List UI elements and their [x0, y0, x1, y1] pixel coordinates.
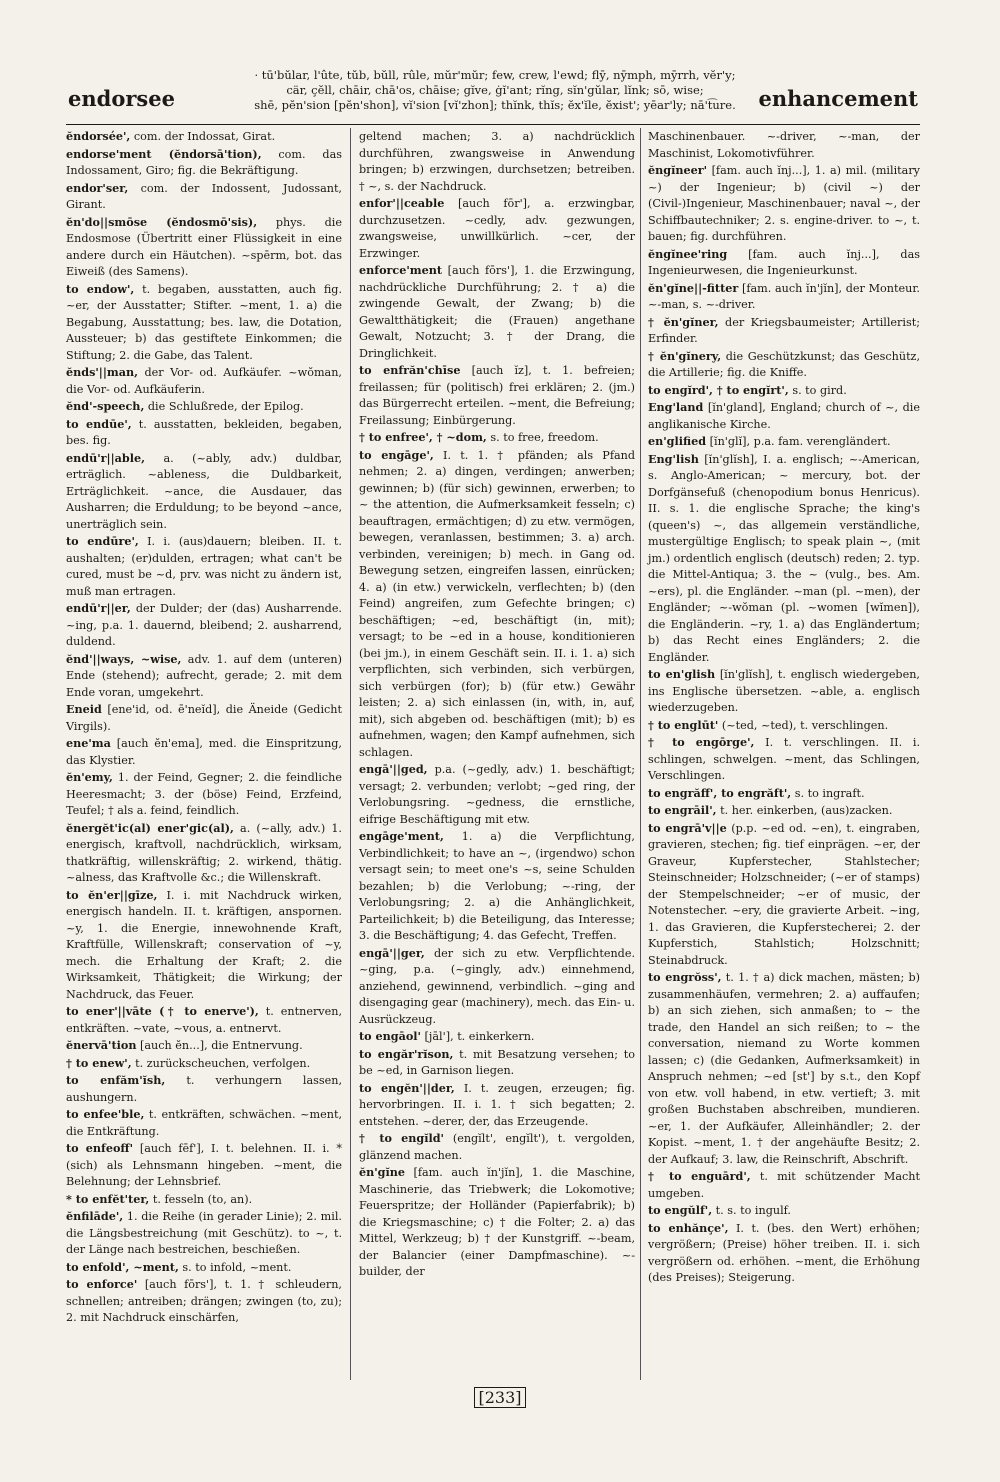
- entry-definition: geltend machen; 3. a) nachdrücklich durchführen, zwangsweise in Anwendung bringen; b) erzwingen, durchsetzen; betreiben. † ~, s. der Nachdruck.: [359, 130, 635, 193]
- entry-definition: [auch ĭz], t. 1. befreien; freilassen; für (politisch) frei erklären; 2. (jm.) das Bürgerrecht erteilen. ~ment, die Befreiung; Freilassung; Einbürgerung.: [359, 364, 635, 427]
- dictionary-entry: [648, 1202, 920, 1220]
- dictionary-entry: [66, 128, 342, 146]
- dictionary-entry: [648, 348, 920, 382]
- dictionary-entry: [648, 451, 920, 667]
- entry-headword: Eng'land: [648, 400, 704, 414]
- dictionary-entry: [66, 146, 342, 180]
- entry-definition: die Geschützkunst; das Geschütz, die Artillerie; fig. die Kniffe.: [648, 349, 921, 379]
- entry-headword: endorse'ment (ĕndorsā'tion),: [66, 146, 262, 161]
- column-1: [66, 128, 342, 1327]
- dictionary-entry: [66, 1037, 342, 1055]
- dictionary-entry: [66, 1072, 342, 1106]
- entry-headword: engāge'ment,: [359, 829, 444, 843]
- dictionary-entry: [359, 262, 635, 362]
- entry-definition: t. mit Besatzung versehen; to be ~ed, in Garnison liegen.: [359, 1047, 635, 1077]
- entry-headword: ĕnfilāde',: [66, 1209, 124, 1223]
- dictionary-entry: [648, 666, 920, 717]
- entry-definition: t. mit schützender Macht umgeben.: [648, 1170, 920, 1200]
- entry-headword: ĕn'gĭne: [359, 1165, 406, 1179]
- entry-headword: to enhănçe',: [648, 1220, 729, 1235]
- entry-headword: to engrŏss',: [648, 970, 722, 984]
- entry-headword: to engĭrd', † to engĭrt',: [648, 382, 789, 397]
- entry-headword: ĕnd'||ways, ~wise,: [66, 651, 182, 666]
- dictionary-entry: [648, 314, 920, 348]
- entry-headword: to enfăm'ĭsh,: [66, 1073, 166, 1087]
- entry-definition: [auch ĕn...], die Entnervung.: [136, 1039, 303, 1052]
- entry-definition: [ĭn'glĭsh], t. englisch wiedergeben, ins Englische übersetzen. ~able, a. englisch wiederzugeben.: [648, 668, 920, 714]
- dictionary-entry: [648, 1168, 920, 1202]
- dictionary-entry: [359, 128, 635, 195]
- entry-definition: t. entnerven, entkräften. ~vate, ~vous, a. entnervt.: [66, 1005, 342, 1035]
- entry-headword: to enforce': [66, 1277, 138, 1291]
- entry-headword: † to enguārd',: [648, 1169, 751, 1183]
- entry-headword: engā'||ger,: [359, 945, 425, 960]
- dictionary-entry: [359, 945, 635, 1029]
- dictionary-entry: [66, 281, 342, 365]
- entry-definition: I. i. (aus)dauern; bleiben. II. t. aushalten; (er)dulden, ertragen; what can't be cured, must be ~d, prv. was nicht zu ändern ist, muß man ertragen.: [66, 535, 342, 598]
- entry-headword: to endow',: [66, 281, 135, 296]
- entry-definition: [fam. auch ĭn'jĭn], 1. die Maschine, Maschinerie, das Triebwerk; die Lokomotive; Feuerspritze; der Holländer (Papierfabrik); b) die Kriegsmaschine; c) † die Folter; 2. a) das Mittel, Werkzeug; b) † der Kunstgriff. ~-beam, der Balancier (einer Dampfmaschine). ~-builder, der: [359, 1166, 635, 1278]
- dictionary-entry: [66, 651, 342, 702]
- dictionary-entry: [66, 1191, 342, 1209]
- page-number-text: [233]: [474, 1387, 525, 1408]
- entry-definition: I. t. zeugen, erzeugen; fig. hervorbringen. II. i. 1. † sich begatten; 2. entstehen. ~derer, der, das Erzeugende.: [359, 1081, 635, 1128]
- entry-headword: ĕndorsée',: [66, 129, 131, 143]
- entry-definition: (~ted, ~ted), t. verschlingen.: [718, 718, 889, 732]
- entry-definition: die Schlußrede, der Epilog.: [144, 400, 304, 413]
- entry-headword: ĕngĭnee'ring: [648, 246, 728, 261]
- entry-headword: † to enew',: [66, 1055, 132, 1070]
- dictionary-entry: [66, 364, 342, 398]
- dictionary-entry: [359, 828, 635, 945]
- entry-headword: to enfee'ble,: [66, 1107, 145, 1121]
- entry-definition: [ĭn'glĭsh], I. a. englisch; ~-American, s. Anglo-American; ~ mercury, bot. der Dorfgänsefuß (chenopodium bonus Henricus). II. s. 1. die englische Sprache; the king's (queen's) ~, das allgemein verständliche, mustergültige Englisch; to speak plain ~, (mit jm.) ordentlich englisch (deutsch) reden; 2. typ. die Mittel-Antiqua; 3. the ~ (vulg., bes. Am. ~ers), pl. die Engländer. ~man (pl. ~men), der Engländer; ~-wŏman (pl. ~women [wĭmen]), die Engländerin. ~ry, 1. a) das Engländertum; b) das Recht eines Engländers; 2. die Engländer.: [648, 452, 920, 664]
- dictionary-entry: [66, 1208, 342, 1259]
- dictionary-entry: [648, 433, 920, 451]
- dictionary-entry: [648, 734, 920, 785]
- right-guide-word: enhancement: [758, 86, 918, 111]
- dictionary-entry: [359, 761, 635, 828]
- entry-headword: to enfold', ~ment,: [66, 1259, 179, 1274]
- dictionary-entry: [359, 1028, 635, 1046]
- entry-headword: to engāol': [359, 1029, 421, 1043]
- entry-headword: ĕnds'||man,: [66, 365, 139, 379]
- entry-definition: phys. die Endosmose (Übertritt einer Flüssigkeit in eine andere durch ein Häutchen). ~spērm, bot. das Eiweiß (des Samens).: [66, 215, 342, 278]
- header-rule: [66, 124, 920, 125]
- entry-headword: † ĕn'gĭner,: [648, 314, 719, 329]
- entry-definition: 1. der Feind, Gegner; 2. die feindliche Heeresmacht; 3. der (böse) Feind, Erzfeind, Teufel; † als a. feind, feindlich.: [66, 771, 342, 817]
- entry-headword: to engŭlf',: [648, 1203, 713, 1217]
- dictionary-entry: [359, 447, 635, 762]
- entry-definition: [ĭn'gland], England; church of ~, die anglikanische Kirche.: [648, 401, 920, 431]
- entry-definition: t. s. to ingulf.: [712, 1204, 791, 1217]
- dictionary-entry: [648, 969, 920, 1168]
- entry-headword: to ĕn'er||gīze,: [66, 887, 158, 902]
- entry-headword: enfor'||ceable: [359, 196, 445, 210]
- dictionary-entry: [648, 1220, 920, 1287]
- entry-headword: to ener'||vāte († to enerve'),: [66, 1004, 259, 1018]
- pronunciation-key-line-3: shē, pĕn'sion [pĕn'shon], vĭ'sion [vĭ'zhon]; thĭnk, thĭs; ĕx'ĭle, ĕxist'; yēar'ly; nā't͡ure.: [254, 98, 736, 112]
- entry-definition: t. her. einkerben, (aus)zacken.: [716, 804, 893, 817]
- entry-definition: t. fesseln (to, an).: [149, 1192, 253, 1206]
- column-divider-1: [350, 128, 351, 1380]
- entry-headword: to enfeoff': [66, 1141, 134, 1155]
- entry-headword: endū'r||able,: [66, 450, 146, 465]
- entry-headword: en'glified: [648, 434, 707, 448]
- pronunciation-key-line-2: cär, çĕll, chāir, chā'os, chāise; gĭve, ġĭ'ant; rĭng, sĭn'gŭlar, lĭnk; sō, wise;: [286, 83, 704, 97]
- dictionary-entry: [66, 1055, 342, 1073]
- dictionary-entry: [359, 1080, 635, 1131]
- entry-definition: [auch fōrs'], 1. die Erzwingung, nachdrückliche Durchführung; 2. † a) die zwingende Gewalt, der Zwang; b) die Gewaltthätigkeit; die (Frauen) angethane Gewalt, Notzucht; 3. † der Drang, die Dringlichkeit.: [359, 264, 635, 360]
- dictionary-entry: [66, 1003, 342, 1037]
- dictionary-entry: [359, 1046, 635, 1080]
- entry-headword: Eneid: [66, 702, 102, 716]
- column-2: [359, 128, 635, 1281]
- dictionary-entry: [648, 820, 920, 970]
- entry-headword: † ĕn'gĭnery,: [648, 348, 722, 363]
- entry-definition: com. der Indossat, Girat.: [130, 130, 276, 143]
- entry-definition: [ene'id, od. ē'neĭd], die Äneide (Gedicht Virgils).: [66, 703, 342, 733]
- entry-headword: ĕn'gĭne||-fitter: [648, 280, 739, 295]
- entry-definition: (engĭlt', engĭlt'), t. vergolden, glänzend machen.: [359, 1132, 636, 1162]
- dictionary-entry: [359, 195, 635, 262]
- entry-headword: † to englūt': [648, 717, 719, 732]
- entry-definition: t. ausstatten, bekleiden, begaben, bes. fig.: [66, 417, 343, 447]
- entry-headword: endū'r||er,: [66, 601, 131, 615]
- dictionary-entry: [648, 162, 920, 246]
- entry-headword: ĕngĭneer': [648, 163, 708, 177]
- entry-headword: Eng'lish: [648, 451, 699, 466]
- dictionary-entry: [66, 1276, 342, 1327]
- entry-headword: ĕn'emy,: [66, 770, 113, 784]
- entry-definition: s. to free, freedom.: [486, 431, 599, 444]
- entry-definition: [fam. auch ĭn'jĭn], der Monteur. ~-man, s. ~-driver.: [648, 281, 920, 311]
- entry-definition: s. to infold, ~ment.: [178, 1260, 292, 1274]
- dictionary-entry: [66, 887, 342, 1004]
- entry-definition: [auch fōr'], a. erzwingbar, durchzusetzen. ~cedly, adv. gezwungen, zwangsweise, unwillkürlich. ~cer, der Erzwinger.: [359, 197, 635, 260]
- entry-definition: t. begaben, ausstatten, auch fig. ~er, der Ausstatter; Stifter. ~ment, 1. a) die Begabung, Ausstattung; bes. law, die Dotation, Aussteuer; b) das gestiftete Einkommen; die Stiftung; 2. die Gabe, das Talent.: [66, 282, 342, 362]
- dictionary-entry: [359, 1164, 635, 1281]
- entry-headword: to engĕn'||der,: [359, 1080, 455, 1095]
- dictionary-entry: [66, 398, 342, 416]
- dictionary-entry: [66, 1106, 342, 1140]
- dictionary-entry: [66, 214, 342, 281]
- dictionary-entry: [66, 1259, 342, 1277]
- entry-definition: t. 1. † a) dick machen, mästen; b) zusammenhäufen, vermehren; 2. a) auffaufen; b) an sich ziehen, sich anmaßen; to ~ the trade, den Handel an sich reißen; to ~ the conversation, niemand zu Worte kommen lassen; c) (die Gedanken, Aufmerksamkeit) in Anspruch nehmen; ~ed [st'] by s.t., den Kopf von etw. voll habend, in etw. vertieft; 3. mit großen Buchstaben abschreiben, mundieren. ~er, 1. der Aufkäufer, Alleinhändler; 2. der Kopist. ~ment, 1. † der angehäufte Besitz; 2. der Aufkauf; 3. law, die Reinschrift, Abschrift.: [648, 971, 921, 1166]
- entry-definition: s. to ingraft.: [791, 786, 865, 800]
- left-guide-word: endorsee: [68, 86, 175, 111]
- dictionary-entry: [66, 1140, 342, 1191]
- dictionary-entry: [359, 1130, 635, 1164]
- entry-headword: ĕnd'-speech,: [66, 399, 145, 413]
- entry-definition: (p.p. ~ed od. ~en), t. eingraben, gravieren, stechen; fig. tief einprägen. ~er, der Graveur, Kupferstecher, Stahlstecher; Steinschneider; Holzschneider; (~er of stamps) der Stempelschneider; ~er of music, der Notenstecher. ~ery, die gravierte Arbeit. ~ing, 1. das Gravieren, die Kupferstecherei; 2. der Kupferstich, Stahlstich; Holzschnitt; Steinabdruck.: [648, 821, 920, 967]
- page-number: [0, 1388, 1000, 1407]
- entry-definition: adv. 1. auf dem (unteren) Ende (stehend); aufrecht, gerade; 2. mit dem Ende voran, umgekehrt.: [66, 652, 342, 699]
- entry-definition: 1. die Reihe (in gerader Linie); 2. mil. die Längsbestreichung (mit Geschütz). to ~, t. der Länge nach bestreichen, beschießen.: [66, 1210, 342, 1256]
- entry-definition: a. (~ably, adv.) duldbar, erträglich. ~ableness, die Duldbarkeit, Erträglichkeit. ~ance, die Ausdauer, das Ausharren; die Erduldung; to be beyond ~ance, unerträglich sein.: [66, 451, 342, 531]
- dictionary-entry: [648, 717, 920, 735]
- entry-definition: der Vor- od. Aufkäufer. ~wŏman, die Vor- od. Aufkäuferin.: [66, 366, 342, 396]
- pronunciation-key: [200, 68, 790, 113]
- entry-headword: † to engōrge',: [648, 735, 755, 749]
- entry-definition: a. (~ally, adv.) 1. energisch, kraftvoll, nachdrücklich, wirksam, thatkräftig, willenskräftig; 2. wirkend, thätig. ~alness, das Kraftvolle &c.; die Willenskraft.: [66, 821, 342, 884]
- dictionary-entry: [66, 820, 342, 887]
- entry-headword: to enfrăn'chīse: [359, 363, 461, 377]
- dictionary-entry: [66, 600, 342, 651]
- entry-headword: * to enfĕt'ter,: [66, 1191, 150, 1206]
- entry-headword: ĕnergĕt'ic(al) ener'gic(al),: [66, 820, 234, 835]
- entry-definition: com. das Indossament, Giro; fig. die Bekräftigung.: [66, 147, 342, 177]
- entry-definition: [auch fēf'], I. t. belehnen. II. i. * (sich) als Lehnsmann hingeben. ~ment, die Belehnung; der Lehnsbrief.: [66, 1142, 342, 1188]
- entry-definition: com. der Indossent, Judossant, Girant.: [66, 181, 342, 211]
- dictionary-entry: [648, 246, 920, 280]
- entry-definition: [auch fōrs'], t. 1. † schleudern, schnellen; antreiben; drängen; zwingen (to, zu); 2. mit Nachdruck einschärfen,: [66, 1278, 342, 1324]
- entry-headword: engā'||ged,: [359, 762, 428, 776]
- entry-definition: der Kriegsbaumeister; Artillerist; Erfinder.: [648, 315, 920, 345]
- dictionary-entry: [66, 769, 342, 820]
- entry-definition: s. to gird.: [788, 383, 847, 397]
- entry-headword: ene'ma: [66, 736, 111, 750]
- entry-definition: t. zurückscheuchen, verfolgen.: [131, 1056, 311, 1070]
- dictionary-entry: [66, 450, 342, 534]
- dictionary-entry: [648, 280, 920, 314]
- entry-definition: I. t. verschlingen. II. i. schlingen, schwelgen. ~ment, das Schlingen, Verschlingen.: [648, 736, 920, 782]
- entry-definition: [jāl'], t. einkerkern.: [421, 1030, 535, 1043]
- entry-definition: der sich zu etw. Verpflichtende. ~ging, p.a. (~gingly, adv.) einnehmend, anziehend, gewinnend, verbindlich. ~ging and disengaging gear (machinery), mech. das Ein- u. Ausrückzeug.: [359, 946, 635, 1026]
- entry-headword: to engrā'v||e: [648, 820, 727, 835]
- entry-definition: Maschinenbauer. ~-driver, ~-man, der Maschinist, Lokomotivführer.: [648, 130, 920, 160]
- entry-headword: enforce'ment: [359, 263, 443, 277]
- dictionary-entry: [66, 416, 342, 450]
- entry-definition: [fam. auch ĭnj...], das Ingenieurwesen, die Ingenieurkunst.: [648, 247, 920, 277]
- entry-headword: to engrāil',: [648, 803, 717, 817]
- entry-headword: † to enfree', † ~dom,: [359, 430, 487, 444]
- entry-definition: der Dulder; der (das) Ausharrende. ~ing, p.a. 1. dauernd, bleibend; 2. ausharrend, duldend.: [66, 602, 342, 648]
- dictionary-entry: [66, 735, 342, 769]
- entry-definition: t. verhungern lassen, aushungern.: [66, 1074, 342, 1104]
- entry-headword: to endūre',: [66, 534, 139, 548]
- dictionary-entry: [648, 382, 920, 400]
- dictionary-entry: [648, 128, 920, 162]
- dictionary-entry: [66, 533, 342, 600]
- entry-headword: ĕn'do||smōse (ĕndosmō'sis),: [66, 214, 258, 229]
- entry-definition: t. entkräften, schwächen. ~ment, die Entkräftung.: [66, 1108, 342, 1138]
- entry-headword: to endūe',: [66, 416, 132, 431]
- dictionary-entry: [648, 802, 920, 820]
- entry-definition: [ĭn'glĭ], p.a. fam. verengländert.: [706, 435, 891, 448]
- column-divider-2: [640, 128, 641, 1380]
- entry-headword: ĕnervā'tion: [66, 1038, 137, 1052]
- dictionary-entry: [648, 785, 920, 803]
- dictionary-entry: [66, 701, 342, 735]
- pronunciation-key-line-1: · tū'bŭlar, l'ûte, tŭb, bŭll, rûle, mŭr'mŭr; few, crew, l'ewd; flȳ, nȳmph, mȳrrh, vĕr'y;: [254, 68, 736, 82]
- entry-definition: I. t. (bes. den Wert) erhöhen; vergrößern; (Preise) höher treiben. II. i. sich vergrößern od. erhöhen. ~ment, die Erhöhung (des Preises); Steigerung.: [648, 1221, 921, 1284]
- entry-headword: to engāge',: [359, 447, 434, 462]
- entry-definition: [auch ĕn'ema], med. die Einspritzung, das Klystier.: [66, 737, 342, 767]
- dictionary-entry: [648, 399, 920, 433]
- entry-headword: to engăr'rĭson,: [359, 1046, 454, 1061]
- column-3: [648, 128, 920, 1287]
- entry-headword: endor'ser,: [66, 180, 129, 195]
- entry-headword: to engrăff', to engrăft',: [648, 785, 792, 800]
- entry-definition: [fam. auch ĭnj...], 1. a) mil. (military ~) der Ingenieur; b) (civil ~) der (Civil-)Ingenieur, Maschinenbauer; naval ~, der Schiffbautechniker; 2. s. engine-driver. to ~, t. bauen; fig. durchführen.: [648, 164, 920, 243]
- dictionary-entry: [66, 180, 342, 214]
- dictionary-entry: [359, 362, 635, 429]
- entry-definition: I. t. 1. † pfänden; als Pfand nehmen; 2. a) dingen, verdingen; anwerben; gewinnen; b) (für sich) gewinnen, erwerben; to ~ the attention, die Aufmerksamkeit fesseln; c) beauftragen, ermächtigen; d) zu etw. vermögen, bewegen, veranlassen, bestimmen; 3. a) arch. verbinden, vereinigen; b) mech. in Gang od. Bewegung setzen, eingreifen lassen, einrücken; 4. a) (in etw.) verwickeln, verflechten; b) (den Feind) angreifen, zum Gefechte bringen; c) beschäftigen; ~ed, beschäftigt (in, mit); versagt; to be ~ed in a house, konditionieren (bei jm.), in einem Geschäft sein. II. i. 1. a) sich verpflichten, sich verbinden, sich verbürgen, sich verbürgen (for); b) (für etw.) Gewähr leisten; 2. a) sich einlassen (in, with, in, auf, mit), sich abgeben od. beschäftigen (mit); b) es aufnehmen, wagen; den Kampf aufnehmen, sich schlagen.: [359, 448, 636, 759]
- entry-headword: † to engĭld': [359, 1131, 444, 1145]
- entry-definition: I. i. mit Nachdruck wirken, energisch handeln. II. t. kräftigen, anspornen. ~y, 1. die Energie, innewohnende Kraft, Kraftfülle, Willenskraft; conservation of ~y, mech. die Erhaltung der Kraft; 2. die Wirksamkeit, Thätigkeit; die Wirkung; der Nachdruck, das Feuer.: [66, 888, 342, 1001]
- entry-definition: p.a. (~gedly, adv.) 1. beschäftigt; versagt; 2. verbunden; verlobt; ~ged ring, der Verlobungsring. ~gedness, die ernstliche, eifrige Beschäftigung mit etw.: [359, 763, 635, 826]
- entry-headword: to en'glish: [648, 667, 716, 681]
- dictionary-entry: [359, 429, 635, 447]
- entry-definition: 1. a) die Verpflichtung, Verbindlichkeit; to have an ~, (irgendwo) schon versagt sein; to meet one's ~s, seine Schulden bezahlen; b) die Verlobung; ~-ring, der Verlobungsring; 2. a) die Anhänglichkeit, Parteilichkeit; b) die Beteiligung, das Interesse; 3. die Beschäftigung; 4. das Gefecht, Treffen.: [359, 830, 635, 942]
